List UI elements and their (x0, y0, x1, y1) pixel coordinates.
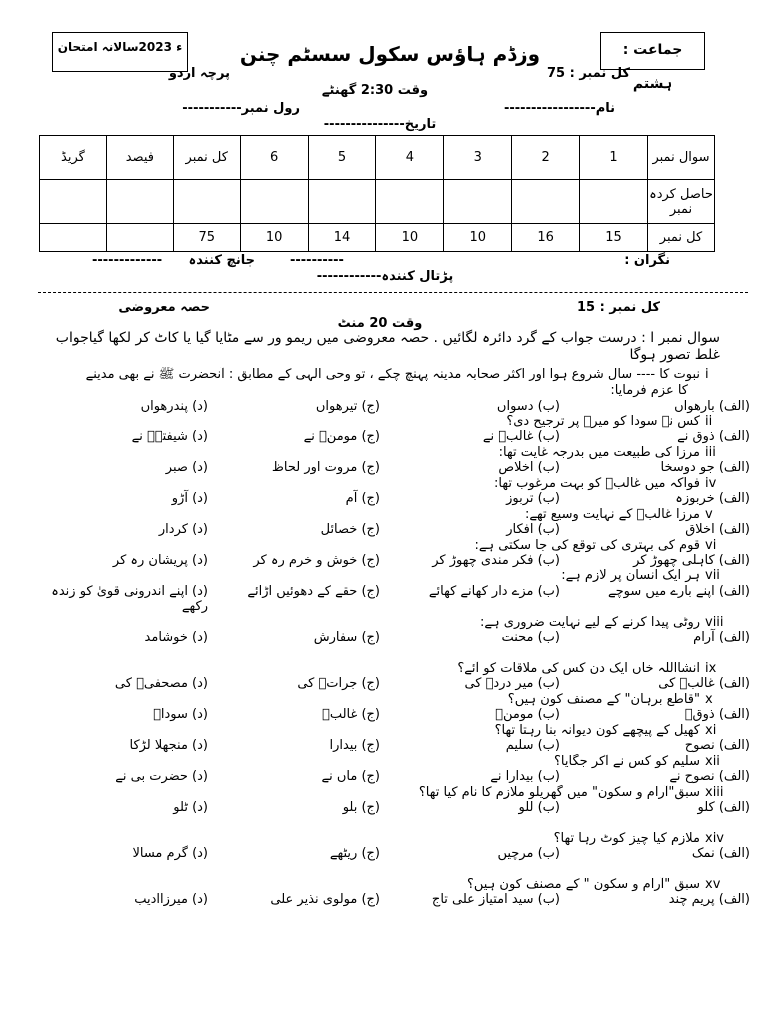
obtained-cell[interactable] (106, 180, 173, 224)
option-dal[interactable]: (د) پندرھواں (140, 399, 208, 414)
total-cell (40, 224, 107, 252)
q2-header: 2 (512, 136, 580, 180)
time-label: وقت 2:30 گھنٹے (321, 83, 429, 98)
option-jeem[interactable]: (ج) ماں نے (321, 769, 380, 784)
option-jeem[interactable]: (ج) خصائل (320, 522, 380, 537)
option-bay[interactable]: (ب) بیدارا نے (490, 769, 560, 784)
option-alif[interactable]: (الف) غالبؔ کی (658, 676, 750, 691)
total-row-header: کل نمبر (647, 224, 714, 252)
option-dal[interactable]: (د) سوداؔ (153, 707, 208, 722)
option-jeem[interactable]: (ج) حقے کے دھوئیں اڑائے (247, 584, 380, 599)
option-alif[interactable]: (الف) پریم چند (668, 892, 750, 907)
q5-header: 5 (308, 136, 376, 180)
option-dal[interactable]: (د) میرزاادیب (134, 892, 208, 907)
question-number: x (705, 692, 713, 707)
option-jeem[interactable]: (ج) خوش و خرم رہ کر (253, 553, 380, 568)
roll-number-field[interactable]: رول نمبر----------- (182, 101, 300, 116)
question-number: i (705, 367, 709, 382)
option-bay[interactable]: (ب) اخلاص (498, 460, 560, 475)
option-jeem[interactable]: (ج) بلو (342, 800, 380, 815)
q4-header: 4 (376, 136, 444, 180)
option-dal[interactable]: (د) گرم مسالا (132, 846, 208, 861)
question-text: کس نے سودا کو میرؔ پر ترجیح دی؟ (506, 414, 700, 429)
subject-label: پرچہ اردو (168, 66, 230, 81)
q1-header: 1 (580, 136, 648, 180)
marks-table (39, 135, 715, 252)
option-bay[interactable]: (ب) دسواں (496, 399, 560, 414)
total-cell (106, 224, 173, 252)
option-dal[interactable]: (د) پریشان رہ کر (112, 553, 208, 568)
total-cell: 16 (512, 224, 580, 252)
question-text: مرزا کی طبیعت میں بدرجہ غایت تھا: (498, 445, 700, 460)
option-alif[interactable]: (الف) کلو (697, 800, 750, 815)
option-dal[interactable]: (د) حضرت بی نے (115, 769, 208, 784)
section-title: حصہ معروضی (118, 300, 210, 315)
option-dal[interactable]: (د) منجھلا لڑکا (129, 738, 208, 753)
verifier-label[interactable]: پڑتال کنندہ------------ (316, 269, 454, 284)
grade-header: گریڈ (40, 136, 107, 180)
question-text: سبق "آرام و سکون " کے مصنف کون ہیں؟ (466, 877, 700, 892)
section-marks: کل نمبر : 15 (576, 300, 660, 315)
total-header: کل نمبر (173, 136, 240, 180)
option-alif[interactable]: (الف) اخلاق (685, 522, 750, 537)
option-jeem[interactable]: (ج) غالبؔ (322, 707, 380, 722)
option-alif[interactable]: (الف) نصوح نے (669, 769, 750, 784)
invigilator-label: نگران : (624, 253, 670, 268)
dashed-divider (38, 292, 748, 293)
q3-header: 3 (444, 136, 512, 180)
option-jeem[interactable]: (ج) تیرھواں (315, 399, 380, 414)
obtained-cell[interactable] (40, 180, 107, 224)
invigilator-line[interactable]: ---------- (290, 253, 344, 268)
option-bay[interactable]: (ب) غالبؔ نے (482, 429, 560, 444)
option-bay[interactable]: (ب) مومنؔ (495, 707, 560, 722)
question-text: سبق"آرام و سکون" میں گھریلو ملازم کا نام کیا تھا؟ (418, 785, 700, 800)
obtained-cell[interactable] (512, 180, 580, 224)
date-field[interactable]: تاریخ--------------- (323, 117, 437, 132)
total-cell: 10 (240, 224, 308, 252)
question-number: vi (705, 538, 717, 553)
option-bay[interactable]: (ب) للو (518, 800, 560, 815)
question-number: xv (705, 877, 721, 892)
option-dal[interactable]: (د) کردار (158, 522, 208, 537)
obtained-cell[interactable] (444, 180, 512, 224)
school-title: وزڈم ہاؤس سکول سسٹم چنن (239, 42, 541, 66)
checker-label: جانچ کنندہ (188, 253, 255, 268)
option-dal[interactable]: (د) مصحفیؔ کی (114, 676, 208, 691)
question-text: ملازم کیا چیز کوٹ رہا تھا؟ (553, 831, 700, 846)
total-cell: 15 (580, 224, 648, 252)
obtained-cell[interactable] (580, 180, 648, 224)
option-jeem[interactable]: (ج) ریٹھے (329, 846, 380, 861)
percent-header: فیصد (106, 136, 173, 180)
question-number-row-header: سوال نمبر (647, 136, 714, 180)
option-dal[interactable]: (د) ٹلو (173, 800, 208, 815)
total-cell: 14 (308, 224, 376, 252)
question-number: xiii (705, 785, 724, 800)
option-alif[interactable]: (الف) جو دوسخا (660, 460, 750, 475)
option-jeem[interactable]: (ج) مولوی نذیر علی (270, 892, 380, 907)
question-text: کھیل کے پیچھے کون دیوانہ بنا رہتا تھا؟ (494, 723, 700, 738)
option-jeem[interactable]: (ج) آم (345, 491, 380, 506)
question-text: "قاطع برہان" کے مصنف کون ہیں؟ (507, 692, 700, 707)
option-alif[interactable]: (الف) اپنے بارے میں سوچے (608, 584, 750, 599)
option-alif[interactable]: (الف) ذوق نے (677, 429, 750, 444)
question-text: نبوت کا ---- سال شروع ہوا اور اکثر صحابہ مدینہ پہنچ چکے ، تو وحی الٰہی کے مطابق : آنحضرت ﷺ نے بھی مدینے (85, 367, 700, 382)
question-text: ہر ایک انسان پر لازم ہے: (561, 568, 700, 583)
option-bay[interactable]: (ب) فکر مندی چھوڑ کر (432, 553, 560, 568)
option-dal[interactable]: (د) آڑو (171, 491, 208, 506)
question-number: ix (705, 661, 717, 676)
question-number: iii (705, 445, 716, 460)
obtained-cell[interactable] (376, 180, 444, 224)
option-bay[interactable]: (ب) افکار (506, 522, 560, 537)
question-text: مرزا غالبؔ کے نہایت وسیع تھے: (525, 507, 700, 522)
question-number: viii (705, 615, 724, 630)
question-text: فواکہ میں غالبؔ کو بہت مرغوب تھا: (494, 476, 700, 491)
question-text-continued: کا عزم فرمایا: (610, 383, 688, 398)
obtained-cell[interactable] (240, 180, 308, 224)
name-field[interactable]: نام----------------- (503, 101, 615, 116)
option-dal[interactable]: (د) اپنے اندرونی قویٰ کو زندہ رکھے (51, 584, 208, 614)
option-alif[interactable]: (الف) خربوزہ (675, 491, 750, 506)
class-box: جماعت : ہشتم (600, 32, 705, 70)
obtained-row-header: حاصل کردہ نمبر (647, 180, 714, 224)
option-alif[interactable]: (الف) نصوح (684, 738, 750, 753)
option-alif[interactable]: (الف) آرام (693, 630, 750, 645)
option-dal[interactable]: (د) خوشامد (144, 630, 208, 645)
question-number: xi (705, 723, 717, 738)
question-number: xii (705, 754, 720, 769)
q6-header: 6 (240, 136, 308, 180)
option-dal[interactable]: (د) شیفتہؔ نے (131, 429, 208, 444)
question-text: روٹی پیدا کرنے کے لیے نہایت ضروری ہے: (480, 615, 700, 630)
option-bay[interactable]: (ب) میر دردؔ کی (464, 676, 560, 691)
question-text: قوم کی بہتری کی توقع کی جا سکتی ہے: (474, 538, 700, 553)
section-instruction: سوال نمبر ا : درست جواب کے گرد دائرہ لگائیں . حصہ معروضی میں ریمو ور سے مٹایا گیا یا کاٹ کر لکھا گیاجواب غلط تصور ہوگا (55, 330, 720, 363)
option-bay[interactable]: (ب) مزے دار کھانے کھائے (428, 584, 560, 599)
option-bay[interactable]: (ب) سید امتیاز علی تاج (431, 892, 560, 907)
option-jeem[interactable]: (ج) بیدارا (329, 738, 380, 753)
obtained-cell[interactable] (173, 180, 240, 224)
total-cell: 10 (376, 224, 444, 252)
option-bay[interactable]: (ب) مرچیں (497, 846, 560, 861)
option-alif[interactable]: (الف) کاہلی چھوڑ کر (633, 553, 750, 568)
option-alif[interactable]: (الف) ذوقؔ (684, 707, 750, 722)
exam-year-box: ء 2023سالانہ امتحان (52, 32, 188, 72)
question-text: انشااللہ خاں ایک دن کس کی ملاقات کو آئے؟ (457, 661, 700, 676)
question-number: v (705, 507, 713, 522)
option-jeem[interactable]: (ج) مومنؔ نے (303, 429, 380, 444)
option-jeem[interactable]: (ج) جراتؔ کی (297, 676, 380, 691)
question-number: ii (705, 414, 713, 429)
obtained-cell[interactable] (308, 180, 376, 224)
option-jeem[interactable]: (ج) مروت اور لحاظ (271, 460, 380, 475)
question-number: iv (705, 476, 717, 491)
checker-line[interactable]: ------------- (92, 253, 163, 268)
option-jeem[interactable]: (ج) سفارش (313, 630, 380, 645)
section-time: وقت 20 منٹ (337, 316, 423, 331)
option-alif[interactable]: (الف) نمک (691, 846, 750, 861)
total-marks-label: کل نمبر : 75 (546, 66, 630, 81)
option-bay[interactable]: (ب) تربوز (506, 491, 560, 506)
option-dal[interactable]: (د) صبر (165, 460, 208, 475)
question-number: vii (705, 568, 720, 583)
option-alif[interactable]: (الف) بارھواں (674, 399, 750, 414)
question-text: سلیم کو کس نے آکر جگایا؟ (554, 754, 700, 769)
option-bay[interactable]: (ب) محنت (501, 630, 560, 645)
option-bay[interactable]: (ب) سلیم (505, 738, 560, 753)
total-cell: 75 (173, 224, 240, 252)
question-number: xiv (705, 831, 724, 846)
total-cell: 10 (444, 224, 512, 252)
